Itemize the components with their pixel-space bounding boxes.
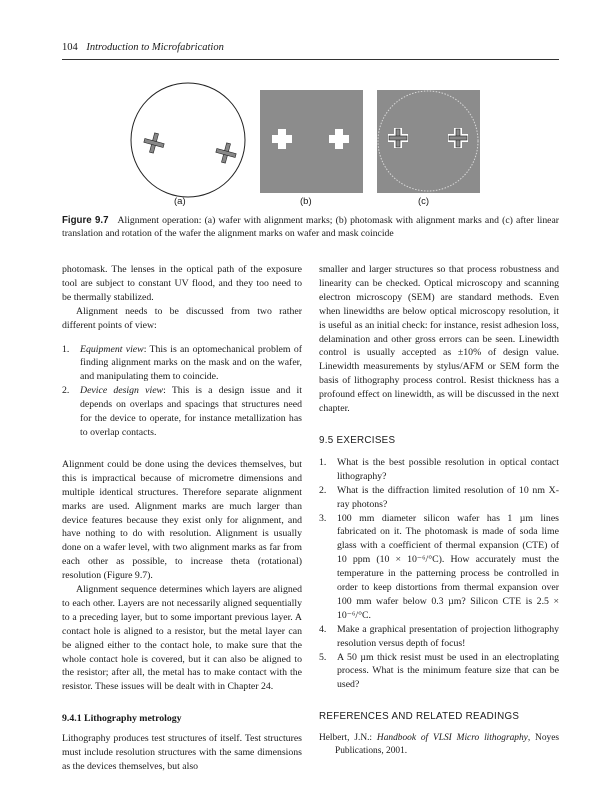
references-heading: REFERENCES AND RELATED READINGS bbox=[319, 711, 520, 723]
list-text: A 50 µm thick resist must be used in an electroplating process. What is the minimum feature size that can be used? bbox=[337, 651, 559, 691]
list-term: Device design view bbox=[80, 385, 164, 397]
list-item bbox=[319, 456, 559, 484]
paragraph: Lithography produces test structures of itself. Test structures must include resolution structures with the same dimensions as the devices themselves, but also bbox=[62, 733, 302, 772]
right-column bbox=[319, 263, 559, 758]
reference-author: Helbert, J.N.: bbox=[319, 733, 377, 744]
list-number: 5. bbox=[319, 651, 327, 663]
list-item bbox=[319, 512, 559, 623]
list-number: 4. bbox=[319, 623, 327, 635]
paragraph: Alignment sequence determines which layers are aligned to each other. Layers are not necessarily aligned sequentially to a preceding layer, but to some important previous layer. A contact hole is aligned to a resistor, but the metal layer can be aligned either to the contact hole, to make sure that the whole contact hole is covered, but it can also be aligned to the resistor; after all, the metal has to make contact with the resistor. These issues will be dealt with in Chapter 24. bbox=[62, 584, 302, 693]
reference-entry bbox=[319, 732, 559, 758]
panel-label-c: (c) bbox=[418, 196, 430, 207]
left-column bbox=[62, 263, 302, 774]
list-text: 100 mm diameter silicon wafer has 1 µm lines fabricated on it. The photomask is made of soda lime glass with a coefficient of thermal expansion (CTE) of 10 ppm (10 × 10⁻⁶/°C). How accurately must the temperature in the patterning process be controlled in order to keep distortions from thermal expansion over 100 mm wafer below 0.3 µm? Silicon CTE is 2.5 × 10⁻⁶/°C. bbox=[337, 512, 559, 621]
subsection-heading: 9.4.1 Lithography metrology bbox=[62, 713, 182, 725]
list-text: : This is an optomechanical problem of finding alignment marks on the mask and on the wafer, and manipulating them to coincide. bbox=[80, 343, 302, 383]
figure-9-7 bbox=[130, 82, 510, 212]
header-rule bbox=[62, 59, 559, 60]
list-item bbox=[62, 343, 302, 385]
page-number: 104 bbox=[62, 42, 78, 53]
panel-label-b: (b) bbox=[300, 196, 312, 207]
list-text: : This is a design issue and it depends on overlaps and spacings that structures need for the device to operate, for instance metallization has to overlap contacts. bbox=[80, 385, 302, 438]
reference-publisher: , Noyes Publications, 2001. bbox=[335, 733, 559, 757]
photomask-panel bbox=[260, 90, 363, 193]
paragraph: Alignment needs to be discussed from two rather different points of view: bbox=[62, 305, 302, 331]
reference-title: Handbook of VLSI Micro lithography bbox=[376, 733, 528, 744]
section-heading: 9.5 EXERCISES bbox=[319, 434, 396, 446]
list-text: What is the diffraction limited resolution of 10 nm X-ray photons? bbox=[337, 484, 559, 510]
paragraph: photomask. The lenses in the optical path of the exposure tool are subject to constant UV flood, and they too need to be thermally stabilized. bbox=[62, 264, 302, 303]
aligned-panel bbox=[377, 90, 480, 193]
paragraph: Alignment could be done using the devices themselves, but this is impractical because of micrometre dimensions and multiple identical structures. Therefore separate alignment marks are used. Alignment marks are much larger than device features because they exist only for alignment, and have nothing to do with resolution. Alignment is usually done on a wafer level, with two alignment marks as far from each other as possible, to increase theta (rotational) resolution (Figure 9.7). bbox=[62, 458, 302, 582]
list-item bbox=[319, 651, 559, 693]
list-number: 1. bbox=[319, 456, 327, 468]
wafer-panel bbox=[131, 83, 245, 197]
list-number: 2. bbox=[319, 484, 327, 496]
list-item bbox=[62, 384, 302, 440]
list-term: Equipment view bbox=[80, 343, 144, 355]
caption-text: Alignment operation: (a) wafer with alignment marks; (b) photomask with alignment marks and (c) after linear translation and rotation of the wafer the alignment marks on wafer and mask coincide bbox=[62, 215, 559, 239]
panel-label-a: (a) bbox=[174, 196, 186, 207]
list-text: Make a graphical presentation of projection lithography resolution versus depth of focus! bbox=[337, 623, 559, 649]
list-number: 1. bbox=[62, 343, 70, 355]
viewpoint-list bbox=[62, 343, 302, 440]
figure-caption bbox=[62, 214, 559, 240]
running-title: Introduction to Microfabrication bbox=[86, 42, 224, 53]
list-item bbox=[319, 484, 559, 512]
list-item bbox=[319, 623, 559, 651]
paragraph: smaller and larger structures so that process robustness and linearity can be checked. Optical microscopy and scanning electron microscopy (SEM) are standard methods. Even when linewidths are below optical microscopy resolution, it is useful as an initial check: for instance, resist adhesion loss, delamination and other gross errors can be seen. Linewidth control is usually accepted as ±10% of design value. Linewidth measurements by stylus/AFM or SEM form the basis of lithography process control. Resist thickness has a profound effect on linewidth, as will be discussed in the next chapter. bbox=[319, 264, 559, 415]
caption-label: Figure 9.7 bbox=[62, 215, 109, 226]
list-text: What is the best possible resolution in optical contact lithography? bbox=[337, 456, 559, 482]
exercise-list bbox=[319, 456, 559, 692]
running-header bbox=[62, 42, 559, 53]
list-number: 2. bbox=[62, 385, 70, 397]
list-number: 3. bbox=[319, 512, 327, 524]
